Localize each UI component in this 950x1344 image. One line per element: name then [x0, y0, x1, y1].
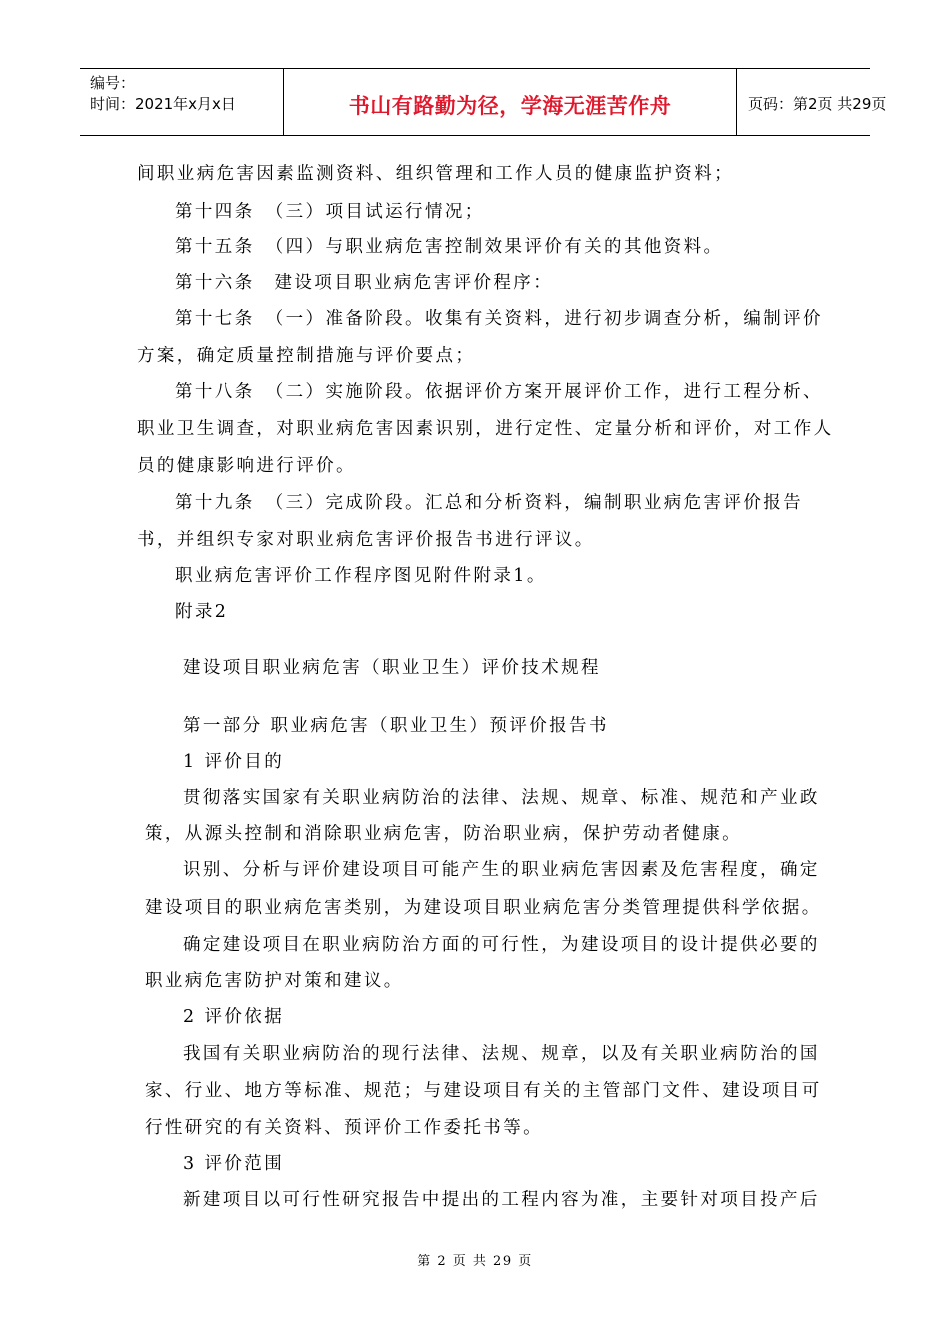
- article-18: 第十八条 （二）实施阶段。依据评价方案开展评价工作，进行工程分析、: [175, 382, 823, 402]
- page-footer: 第 2 页 共 29 页: [417, 1254, 533, 1269]
- header-page-info: 页码：第2页 共29页: [748, 95, 887, 113]
- document-date: 时间：2021年x月x日: [90, 95, 236, 113]
- body-line: 新建项目以可行性研究报告中提出的工程内容为准，主要针对项目投产后: [183, 1190, 820, 1210]
- section-heading: 2 评价依据: [183, 1007, 285, 1027]
- article-14: 第十四条 （三）项目试运行情况；: [175, 202, 485, 222]
- header-motto: 书山有路勤为径，学海无涯苦作舟: [348, 94, 672, 118]
- body-line: 识别、分析与评价建设项目可能产生的职业病危害因素及危害程度，确定: [183, 860, 820, 880]
- body-line: 书，并组织专家对职业病危害评价报告书进行评议。: [137, 530, 595, 550]
- body-line: 方案，确定质量控制措施与评价要点；: [137, 346, 476, 366]
- article-15: 第十五条 （四）与职业病危害控制效果评价有关的其他资料。: [175, 237, 724, 257]
- page-header: [80, 68, 887, 136]
- document-code-label: 编号：: [90, 74, 136, 92]
- body-line: 职业卫生调查，对职业病危害因素识别，进行定性、定量分析和评价，对工作人: [137, 419, 834, 439]
- section-heading: 3 评价范围: [183, 1154, 285, 1174]
- header-meta-cell: [80, 69, 284, 135]
- part-one-title: 第一部分 职业病危害（职业卫生）预评价报告书: [183, 716, 609, 736]
- body-line: 间职业病危害因素监测资料、组织管理和工作人员的健康监护资料；: [137, 164, 734, 184]
- body-line: 家、行业、地方等标准、规范；与建设项目有关的主管部门文件、建设项目可: [145, 1081, 822, 1101]
- body-line: 贯彻落实国家有关职业病防治的法律、法规、规章、标准、规范和产业政: [183, 788, 820, 808]
- body-line: 我国有关职业病防治的现行法律、法规、规章，以及有关职业病防治的国: [183, 1044, 820, 1064]
- body-line: 职业病危害防护对策和建议。: [145, 971, 404, 991]
- body-line: 职业病危害评价工作程序图见附件附录1。: [175, 566, 547, 586]
- body-line: 策，从源头控制和消除职业病危害，防治职业病，保护劳动者健康。: [145, 824, 742, 844]
- appendix-title: 建设项目职业病危害（职业卫生）评价技术规程: [183, 658, 601, 678]
- appendix-label: 附录2: [175, 602, 229, 622]
- body-line: 员的健康影响进行评价。: [137, 456, 356, 476]
- section-heading: 1 评价目的: [183, 752, 285, 772]
- body-line: 行性研究的有关资料、预评价工作委托书等。: [145, 1118, 543, 1138]
- article-17: 第十七条 （一）准备阶段。收集有关资料，进行初步调查分析，编制评价: [175, 309, 823, 329]
- body-line: 建设项目的职业病危害类别，为建设项目职业病危害分类管理提供科学依据。: [145, 898, 822, 918]
- body-line: 确定建设项目在职业病防治方面的可行性，为建设项目的设计提供必要的: [183, 935, 820, 955]
- header-motto-cell: [284, 69, 737, 135]
- article-19: 第十九条 （三）完成阶段。汇总和分析资料，编制职业病危害评价报告: [175, 493, 804, 513]
- article-16: 第十六条 建设项目职业病危害评价程序：: [175, 273, 554, 293]
